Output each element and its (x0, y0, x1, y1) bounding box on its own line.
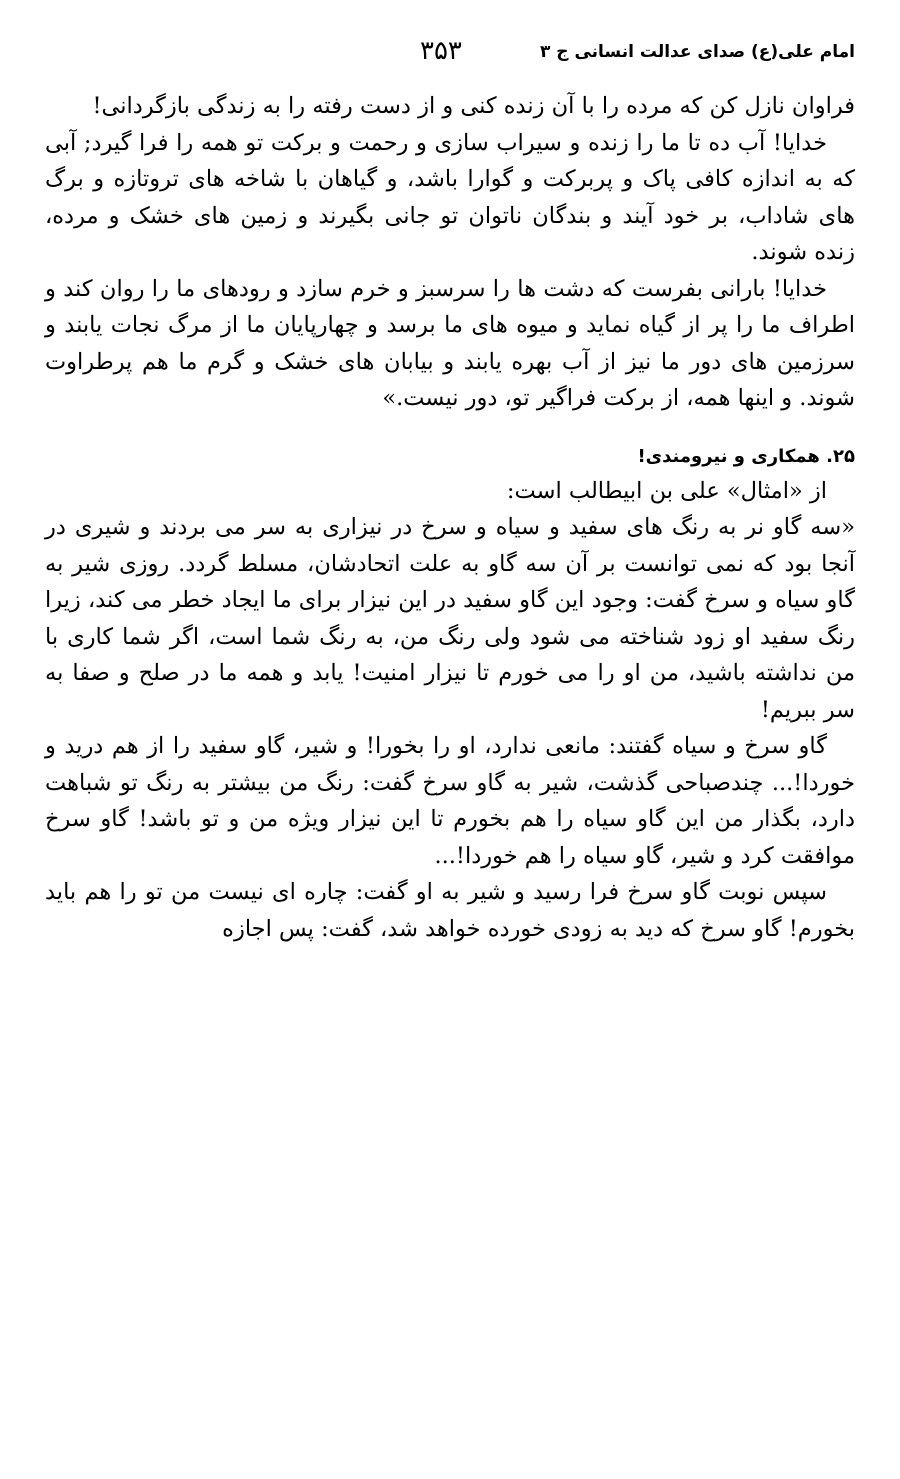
section-intro: از «امثال» علی بن ابیطالب است: (506, 477, 827, 504)
paragraph-continuation: فراوان نازل کن که مرده را با آن زنده کنی و از دست رفته را به زندگی بازگردانی! (92, 93, 855, 119)
paragraph-story-start: «سه گاو نر به رنگ های سفید و سیاه و سرخ در نیزاری به سر می بردند و شیری در آنجا بود که نمی توانست بر آن سه گاو به علت اتحادشان، مسلط گردد. روزی شیر به گاو سیاه و سرخ گفت: وجود این گاو سفید در این نیزار برای ما ایجاد خطر می کند، زیرا رنگ سفید او زود شناخته می شود ولی رنگ من، به رنگ شما است، اگر شما کاری با من نداشته باشید، من او را می خورم تا نیزار امنیت! یابد و همه ما در صلح و صفا به سر ببریم! (45, 514, 855, 723)
page-header (45, 36, 855, 76)
section-spacer (45, 417, 855, 441)
page-number: ۳۵۳ (420, 36, 462, 66)
paragraph-story-middle: گاو سرخ و سیاه گفتند: مانعی ندارد، او را بخورا! و شیر، گاو سفید را از هم درید و خوردا!... چندصباحی گذشت، شیر به گاو سرخ گفت: رنگ من بیشتر به رنگ تو شباهت دارد، بگذار من این گاو سیاه را هم بخورم تا این نیزار ویژه من و تو باشد! گاو سرخ موافقت کرد و شیر، گاو سیاه را هم خوردا!... (45, 733, 855, 869)
book-title: امام علی(ع) صدای عدالت انسانی ج ۳ (539, 42, 855, 62)
section-heading: ۲۵. همکاری و نیرومندی! (637, 445, 855, 467)
page-body (45, 88, 855, 947)
paragraph-prayer-rain: خدایا! بارانی بفرست که دشت ها را سرسبز و خرم سازد و رودهای ما را روان کند و اطراف ما را پر از گیاه نماید و میوه های ما برسد و چهارپایان ما از مرگ نجات یابند و سرزمین های دور ما نیز از آب بهره یابند و بیابان های خشک و گرم ما هم پرطراوت شوند. و اینها همه، از برکت فراگیر تو، دور نیست.» (45, 275, 855, 411)
paragraph-story-end: سپس نوبت گاو سرخ فرا رسید و شیر به او گفت: چاره ای نیست من تو را هم باید بخورم! گاو سرخ که دید به زودی خورده خواهد شد، گفت: پس اجازه (45, 879, 855, 942)
paragraph-prayer-water: خدایا! آب ده تا ما را زنده و سیراب سازی و رحمت و برکت تو همه را فرا گیرد; آبی که به اندازه کافی پاک و پربرکت و گوارا باشد، و گیاهان با شاخه های تروتازه و برگ های شاداب، بر خود آیند و بندگان ناتوان تو جانی بگیرند و زمین های خشک و مرده، زنده شوند. (45, 129, 855, 265)
